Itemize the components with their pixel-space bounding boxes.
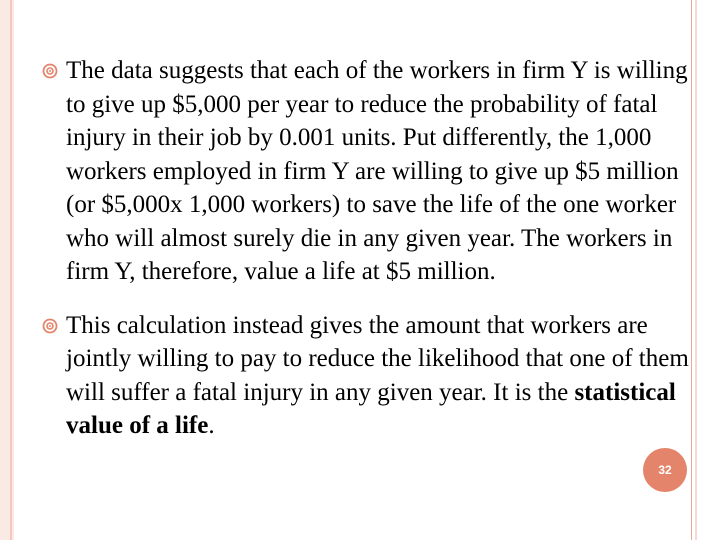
- page-number-badge: 32: [643, 448, 687, 492]
- left-border-rule: [10, 0, 12, 540]
- bullet-text-lead: This calculation instead gives the amount that workers are jointly willing to pay to reduce the likelihood that one of them will suffer a fatal injury in any given year. It is the: [66, 311, 689, 406]
- bullet-item: [40, 54, 690, 289]
- bullet-text: [66, 309, 690, 443]
- slide-body: [40, 54, 690, 443]
- bullet-text-tail: .: [208, 412, 215, 439]
- right-border-rule-outer: [695, 0, 697, 540]
- bullet-text: The data suggests that each of the workers in firm Y is willing to give up $5,000 per year to reduce the probability of fatal injury in their job by 0.001 units. Put differently, the 1,000 workers employed in firm Y are willing to give up $5 million (or $5,000x 1,000 workers) to save the life of the one worker who will almost surely die in any given year. The workers in firm Y, therefore, value a life at $5 million.: [66, 57, 688, 285]
- right-border-rule: [691, 0, 692, 540]
- bold-term: statistical value of a life: [66, 378, 676, 439]
- target-bullet-icon: [42, 318, 60, 334]
- bullet-item: [40, 309, 690, 443]
- target-bullet-icon: [42, 63, 60, 79]
